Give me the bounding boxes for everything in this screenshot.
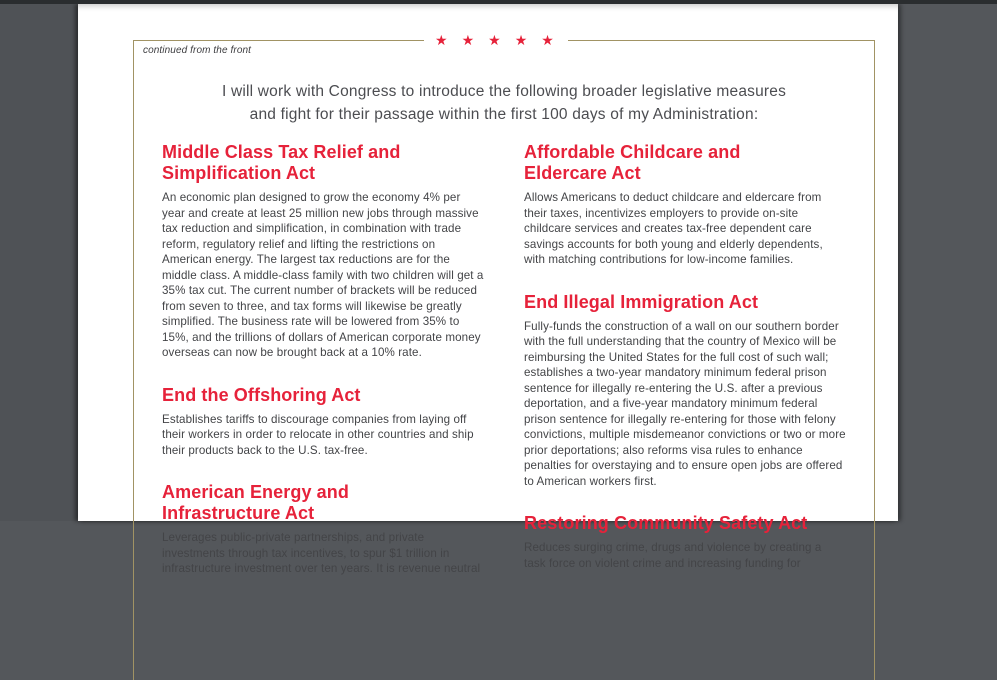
left-gutter xyxy=(0,4,78,521)
star-icon: ★ xyxy=(514,32,542,48)
section-title xyxy=(524,513,846,534)
section-title-line: American Energy and xyxy=(162,482,349,502)
border-line-left xyxy=(133,40,424,41)
intro-line-2: and fight for their passage within the first 100 days of my Administration: xyxy=(249,106,759,123)
section-body: Leverages public-private partnerships, and private investments through tax incentives, to spur $1 trillion in infrastructure investment over ten years. It is revenue neutral xyxy=(162,531,481,575)
section-title-line: End the Offshoring Act xyxy=(162,384,361,405)
section-restoring-community-safety xyxy=(524,513,846,571)
section-title-line: Middle Class Tax Relief and xyxy=(162,142,401,162)
intro-paragraph xyxy=(154,80,854,126)
two-column-layout xyxy=(134,126,874,577)
content-frame xyxy=(133,32,875,680)
top-window-bar xyxy=(0,0,997,4)
section-title xyxy=(524,292,846,313)
star-icon: ★ xyxy=(488,32,515,48)
section-body: Allows Americans to deduct childcare and eldercare from their taxes, incentivizes employers to provide on-site childcare services and creates tax-free dependent care savings accounts for both young and elderly dependents, with matching contributions for low-income families. xyxy=(524,191,823,266)
section-american-energy-infrastructure xyxy=(162,482,484,577)
section-title-line: End Illegal Immigration Act xyxy=(524,291,759,312)
section-title xyxy=(162,385,484,406)
section-title-line: Simplification Act xyxy=(162,163,316,183)
section-title-line: Infrastructure Act xyxy=(162,503,315,523)
section-affordable-childcare-eldercare xyxy=(524,142,846,268)
section-end-the-offshoring xyxy=(162,385,484,459)
right-column xyxy=(524,142,846,577)
section-title xyxy=(162,142,484,184)
section-body: An economic plan designed to grow the economy 4% per year and create at least 25 million new jobs through massive tax reduction and simplification, in combination with trade reform, regulatory relief and lifting the restrictions on American energy. The largest tax reductions are for the middle class. A middle-class family with two children will get a 35% tax cut. The current number of brackets will be reduced from seven to three, and tax forms will likewise be greatly simplified. The business rate will be lowered from 35% to 15%, and the trillions of dollars of American corporate money overseas can now be brought back at a 10% rate. xyxy=(162,191,484,359)
section-title-line: Restoring Community Safety Act xyxy=(524,513,808,533)
star-icon: ★ xyxy=(461,32,489,48)
document-page xyxy=(78,4,898,575)
border-line-right xyxy=(568,40,875,41)
section-body: Establishes tariffs to discourage companies from laying off their workers in order to relocate in other countries and ship their products back to the U.S. tax-free. xyxy=(162,412,474,457)
section-title-line: Eldercare Act xyxy=(524,163,641,183)
section-body: Reduces surging crime, drugs and violence by creating a task force on violent crime and increasing funding for xyxy=(524,541,822,570)
star-icon: ★ xyxy=(541,32,568,48)
section-middle-class-tax-relief xyxy=(162,142,484,361)
star-icon: ★ xyxy=(435,32,462,48)
continued-from-front-label: continued from the front xyxy=(143,45,252,56)
stars-divider xyxy=(424,32,568,48)
intro-line-1: I will work with Congress to introduce the following broader legislative measures xyxy=(221,83,787,100)
section-title-line: Affordable Childcare and xyxy=(524,142,741,162)
section-body: Fully-funds the construction of a wall on our southern border with the full understanding that the country of Mexico will be reimbursing the United States for the full cost of such wall; establishes a two-year mandatory minimum federal prison sentence for illegally re-entering the U.S. after a previous deportation, and a five-year mandatory minimum federal prison sentence for illegally re-entering for those with felony convictions, multiple misdemeanor convictions or two or more prior deportations; also reforms visa rules to enhance penalties for overstaying and to ensure open jobs are offered to American workers first. xyxy=(524,319,846,488)
section-end-illegal-immigration xyxy=(524,292,846,490)
right-gutter xyxy=(898,4,997,521)
left-column xyxy=(162,142,484,577)
section-title xyxy=(524,142,846,184)
section-title xyxy=(162,482,484,524)
